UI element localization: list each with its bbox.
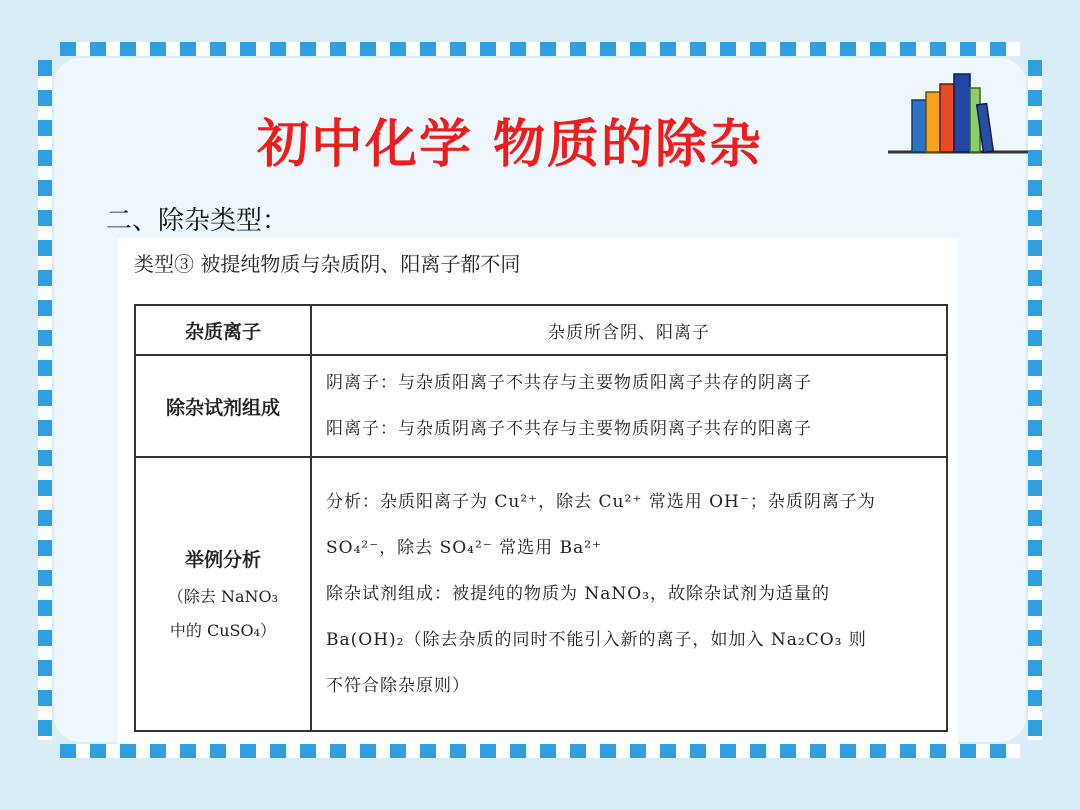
frame-right-border xyxy=(1028,60,1042,740)
row-label-note: （除去 NaNO₃ xyxy=(167,587,279,606)
removal-table xyxy=(134,304,948,732)
section-subtitle: 二、除杂类型： xyxy=(106,206,289,236)
row-label: 除杂试剂组成 xyxy=(135,355,311,457)
slide-title: 初中化学 物质的除杂 xyxy=(256,115,764,175)
frame-top-border xyxy=(60,42,1020,56)
text-line: 分析：杂质阳离子为 Cu²⁺，除去 Cu²⁺ 常选用 OH⁻；杂质阴离子为 xyxy=(326,492,876,512)
table-row xyxy=(135,355,947,457)
text-line: 除杂试剂组成：被提纯的物质为 NaNO₃，故除杂试剂为适量的 xyxy=(326,584,831,604)
table-header-cell: 杂质离子 xyxy=(135,305,311,355)
frame-left-border xyxy=(38,60,52,740)
row-label-cell xyxy=(135,457,311,731)
row-content xyxy=(311,457,947,731)
row-label-note: 中的 CuSO₄） xyxy=(169,621,277,640)
text-line: 阴离子：与杂质阳离子不共存与主要物质阳离子共存的阴离子 xyxy=(326,373,812,393)
type-heading: 类型③ 被提纯物质与杂质阴、阳离子都不同 xyxy=(134,252,521,276)
table-header-cell: 杂质所含阴、阳离子 xyxy=(311,305,947,355)
table-row xyxy=(135,305,947,355)
text-line: SO₄²⁻，除去 SO₄²⁻ 常选用 Ba²⁺ xyxy=(326,538,602,558)
text-line: 不符合除杂原则） xyxy=(326,676,470,696)
row-label: 举例分析 xyxy=(184,549,261,571)
frame-bottom-border xyxy=(60,744,1020,758)
books-icon xyxy=(888,70,1028,156)
text-line: 阳离子：与杂质阴离子不共存与主要物质阴离子共存的阳离子 xyxy=(326,419,812,439)
row-content xyxy=(311,355,947,457)
table-row xyxy=(135,457,947,731)
text-line: Ba(OH)₂（除去杂质的同时不能引入新的离子，如加入 Na₂CO₃ 则 xyxy=(326,630,867,650)
